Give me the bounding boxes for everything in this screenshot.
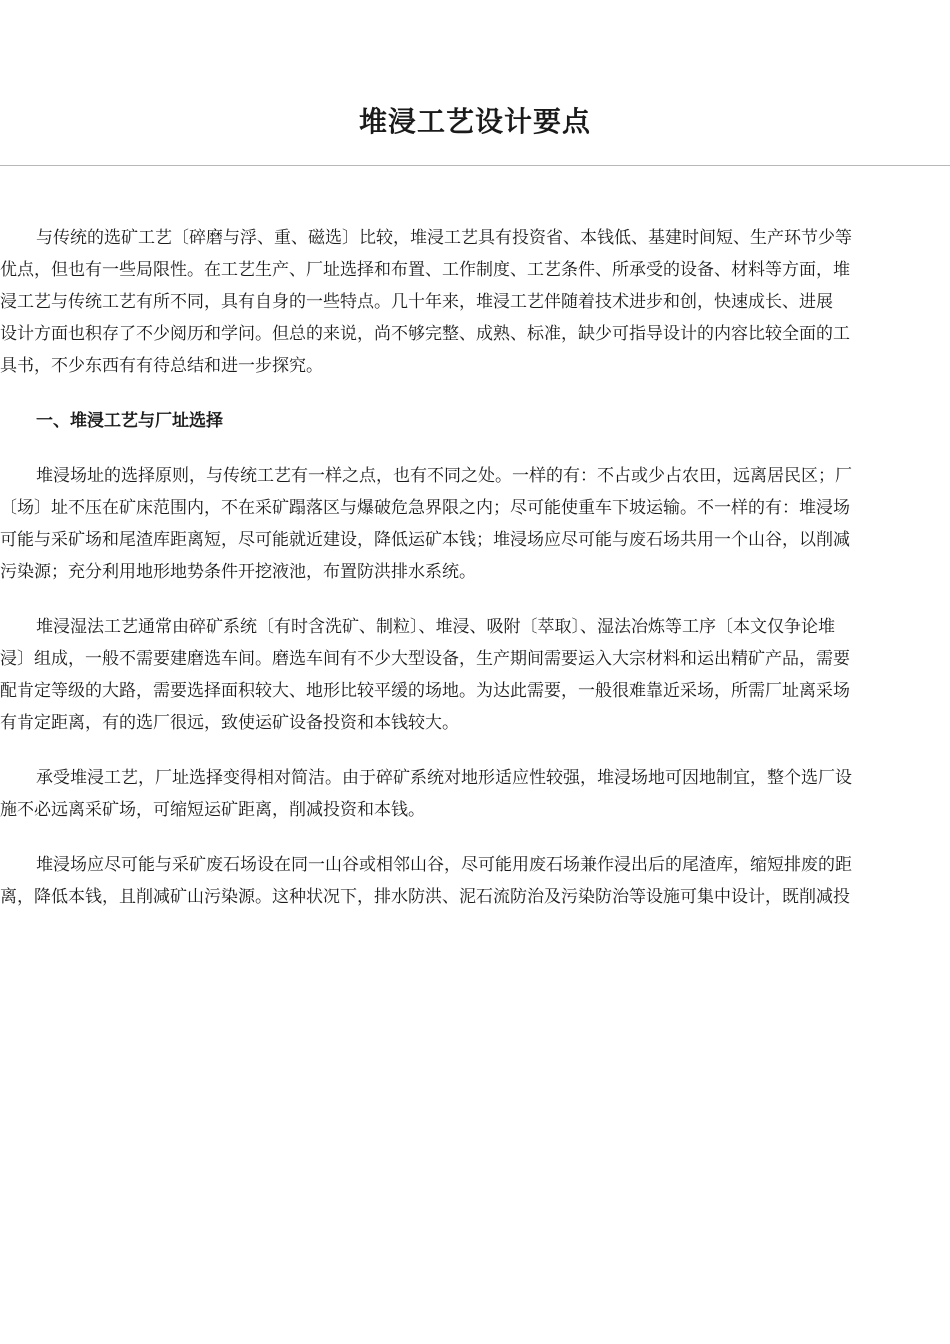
waste-dump-paragraph [0, 849, 950, 913]
paragraph-line: 有肯定距离，有的选厂很远，致使运矿设备投资和本钱较大。 [0, 713, 459, 733]
paragraph-line: 浸〕组成，一般不需要建磨选车间。磨选车间有不少大型设备，生产期间需要运入大宗材料和运出精矿产品，需要 [0, 649, 850, 669]
section-heading: 一、堆浸工艺与厂址选择 [36, 411, 223, 431]
paragraph-line: 可能与采矿场和尾渣库距离短，尽可能就近建设，降低运矿本钱；堆浸场应尽可能与废石场共用一个山谷，以削减 [0, 530, 850, 550]
paragraph-line: 优点，但也有一些局限性。在工艺生产、厂址选择和布置、工作制度、工艺条件、所承受的设备、材料等方面，堆 [0, 260, 850, 280]
paragraph-line: 堆浸场址的选择原则，与传统工艺有一样之点，也有不同之处。一样的有：不占或少占农田，远离居民区；厂 [36, 466, 852, 486]
paragraph-line: 承受堆浸工艺，厂址选择变得相对简洁。由于碎矿系统对地形适应性较强，堆浸场地可因地制宜，整个选厂设 [36, 768, 852, 788]
paragraph-line: 具书，不少东西有有待总结和进一步探究。 [0, 356, 323, 376]
paragraph-line: 污染源；充分利用地形地势条件开挖液池，布置防洪排水系统。 [0, 562, 476, 582]
paragraph-line: 施不必远离采矿场，可缩短运矿距离，削减投资和本钱。 [0, 800, 425, 820]
process-composition-paragraph [0, 611, 950, 739]
paragraph-line: 〔场〕址不压在矿床范围内，不在采矿蹋落区与爆破危急界限之内；尽可能使重车下坡运输。不一样的有：堆浸场 [0, 498, 850, 518]
paragraph-line: 离，降低本钱，且削减矿山污染源。这种状况下，排水防洪、泥石流防治及污染防治等设施可集中设计，既削减投 [0, 887, 850, 907]
paragraph-line: 设计方面也积存了不少阅历和学问。但总的来说，尚不够完整、成熟、标准，缺少可指导设计的内容比较全面的工 [0, 324, 850, 344]
paragraph-line: 堆浸湿法工艺通常由碎矿系统〔有时含洗矿、制粒〕、堆浸、吸附〔萃取〕、湿法冶炼等工序〔本文仅争论堆 [36, 617, 835, 637]
paragraph-line: 配肯定等级的大路，需要选择面积较大、地形比较平缓的场地。为达此需要，一般很难靠近采场，所需厂址离采场 [0, 681, 850, 701]
paragraph-line: 浸工艺与传统工艺有所不同，具有自身的一些特点。几十年来，堆浸工艺伴随着技术进步和创，快速成长、进展 [0, 292, 833, 312]
document-body [0, 222, 950, 936]
intro-paragraph [0, 222, 950, 382]
paragraph-line: 堆浸场应尽可能与采矿废石场设在同一山谷或相邻山谷，尽可能用废石场兼作浸出后的尾渣库，缩短排废的距 [36, 855, 852, 875]
paragraph-line: 与传统的选矿工艺〔碎磨与浮、重、磁选〕比较，堆浸工艺具有投资省、本钱低、基建时间短、生产环节少等 [36, 228, 852, 248]
page-title: 堆浸工艺设计要点 [358, 105, 591, 138]
site-principle-paragraph [0, 460, 950, 588]
site-selection-paragraph [0, 762, 950, 826]
title-divider [0, 165, 950, 166]
